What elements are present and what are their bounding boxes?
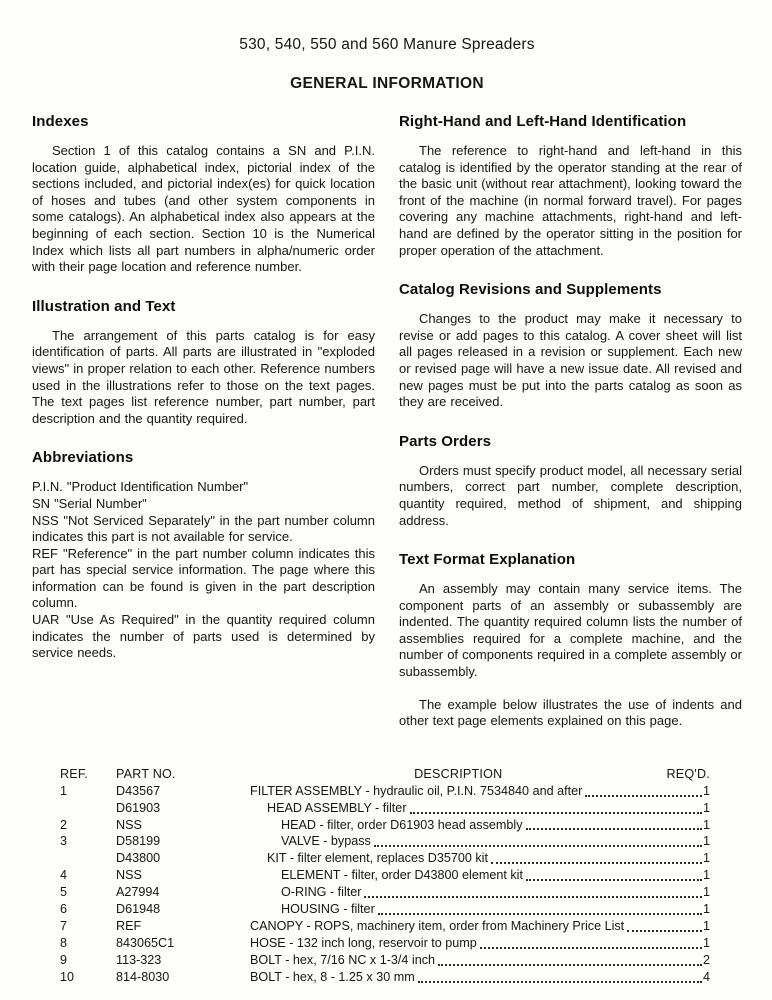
reqd-cell: 1	[702, 783, 710, 798]
part-no-cell: 113-323	[116, 952, 162, 967]
part-no-cell: REF	[116, 919, 142, 933]
reqd-cell: 1	[702, 817, 710, 832]
part-no-cell: 843065C1	[116, 935, 175, 950]
paragraph: An assembly may contain many service items. The component parts of an assembly or subassembly are indented. The quantity required column lists the number of assemblies required for a complete machine, and the number of components required in a complete assembly or subassembly.	[399, 581, 742, 680]
part-no-cell: D43800	[116, 851, 161, 866]
leader-dots	[526, 879, 702, 881]
paragraph: UAR "Use As Required" in the quantity required column indicates the number of parts used is determined by service needs.	[32, 612, 375, 661]
description-cell	[250, 918, 710, 935]
reqd-cell: 1	[702, 885, 710, 900]
section	[399, 433, 742, 529]
description-text: HEAD - filter, order D61903 head assembly	[281, 817, 523, 832]
part-no-cell: 814-8030	[116, 969, 170, 984]
reqd-cell: 1	[702, 800, 710, 815]
part-no-cell: D43567	[116, 783, 161, 798]
paragraph: The arrangement of this parts catalog is for easy identification of parts. All parts are illustrated in "exploded views" in proper relation to each other. Reference numbers used in the illustrations refer to those on the text pages. The text pages list reference number, part number, part description and the quantity required.	[32, 327, 375, 426]
header-ref: REF.	[60, 766, 89, 781]
left-column	[32, 113, 375, 678]
paragraph: P.I.N. "Product Identification Number"	[32, 479, 249, 495]
header-description-group	[250, 766, 710, 783]
table-body	[60, 783, 710, 986]
table-row	[60, 952, 710, 969]
table-row	[60, 867, 710, 884]
paragraph: Section 1 of this catalog contains a SN and P.I.N. location guide, alphabetical index, pictorial index of the sections included, and pictorial index(es) for quick location of hoses and tubes (and other system components in some catalogs). An alphabetical index also appears at the beginning of each section. Section 10 is the Numerical Index which lists all part numbers in alpha/numeric order with their page location and reference number.	[32, 143, 375, 275]
ref-cell: 9	[60, 952, 68, 967]
paragraph: SN "Serial Number"	[32, 495, 147, 511]
description-text: HEAD ASSEMBLY - filter	[267, 800, 407, 815]
description-text: KIT - filter element, replaces D35700 kit	[267, 851, 488, 866]
ref-cell: 8	[60, 935, 68, 950]
leader-dots	[627, 930, 702, 932]
section	[32, 113, 375, 276]
description-text: O-RING - filter	[281, 885, 362, 900]
section	[399, 551, 742, 730]
description-text: VALVE - bypass	[281, 834, 371, 849]
leader-dots	[438, 964, 702, 966]
leader-dots	[480, 947, 702, 949]
header-reqd: REQ'D.	[666, 766, 710, 781]
reqd-cell: 1	[702, 834, 710, 849]
ref-cell: 2	[60, 817, 68, 832]
ref-cell: 1	[60, 783, 68, 798]
header-part-no: PART NO.	[116, 766, 176, 781]
description-cell	[250, 800, 710, 817]
reqd-cell: 4	[702, 969, 710, 984]
description-cell	[250, 884, 710, 901]
table-row	[60, 935, 710, 952]
description-text: ELEMENT - filter, order D43800 element kit	[281, 868, 523, 883]
description-cell	[250, 952, 710, 969]
section	[32, 298, 375, 428]
description-text: BOLT - hex, 7/16 NC x 1-3/4 inch	[250, 952, 436, 967]
paragraph: The reference to right-hand and left-hand in this catalog is identified by the operator standing at the rear of the basic unit (without rear attachment), looking toward the front of the machine (in normal forward travel). For pages covering any machine attachments, right-hand and left-hand are defined by the operator sitting in the position for proper operation of the attachment.	[399, 143, 742, 258]
leader-dots	[378, 913, 702, 915]
paragraph: Orders must specify product model, all necessary serial numbers, correct part number, complete description, quantity required, method of shipment, and shipping address.	[399, 462, 742, 528]
ref-cell: 5	[60, 885, 68, 900]
section	[399, 113, 742, 259]
section-heading: Catalog Revisions and Supplements	[399, 281, 662, 299]
reqd-cell: 2	[702, 952, 710, 967]
page-subtitle: GENERAL INFORMATION	[290, 75, 484, 92]
table-row	[60, 884, 710, 901]
description-cell	[250, 969, 710, 986]
description-text: HOSE - 132 inch long, reservoir to pump	[250, 935, 477, 950]
leader-dots	[364, 896, 702, 898]
description-cell	[250, 867, 710, 884]
section-heading: Illustration and Text	[32, 297, 176, 315]
leader-dots	[491, 862, 702, 864]
description-cell	[250, 935, 710, 952]
reqd-cell: 1	[702, 851, 710, 866]
section-heading: Parts Orders	[399, 432, 492, 450]
description-cell	[250, 783, 710, 800]
description-text: FILTER ASSEMBLY - hydraulic oil, P.I.N. 7534840 and after	[250, 783, 583, 798]
section-heading: Indexes	[32, 113, 89, 130]
section	[399, 281, 742, 411]
header-description: DESCRIPTION	[414, 766, 503, 781]
description-cell	[250, 817, 710, 834]
paragraph: Changes to the product may make it necessary to revise or add pages to this catalog. A cover sheet will list all pages released in a revision or supplement. Each new or revised page will have a new issue date. All revised and new pages must be put into the parts catalog as soon as they are received.	[399, 311, 742, 410]
table-header-row	[60, 766, 710, 783]
description-cell	[250, 833, 710, 850]
table-row	[60, 850, 710, 867]
ref-cell: 4	[60, 868, 68, 883]
table-row	[60, 918, 710, 935]
reqd-cell: 1	[702, 868, 710, 883]
section-heading: Right-Hand and Left-Hand Identification	[399, 113, 687, 130]
part-no-cell: A27994	[116, 885, 160, 900]
leader-dots	[410, 812, 702, 814]
right-column	[399, 113, 742, 746]
page-title: 530, 540, 550 and 560 Manure Spreaders	[239, 36, 535, 53]
ref-cell: 3	[60, 834, 68, 849]
reqd-cell: 1	[702, 902, 710, 917]
table-row	[60, 783, 710, 800]
reqd-cell: 1	[702, 919, 710, 933]
table-row	[60, 800, 710, 817]
paragraph: The example below illustrates the use of indents and other text page elements explained on this page.	[399, 696, 742, 729]
ref-cell: 7	[60, 919, 68, 933]
leader-dots	[374, 845, 702, 847]
description-text: CANOPY - ROPS, machinery item, order from Machinery Price List	[250, 919, 625, 933]
part-no-cell: D58199	[116, 834, 161, 849]
ref-cell: 10	[60, 969, 75, 984]
leader-dots	[418, 981, 702, 983]
part-no-cell: D61903	[116, 800, 161, 815]
table-row	[60, 833, 710, 850]
paragraph: REF "Reference" in the part number column indicates this part has special service information. The page where this information can be found is given in the part description column.	[32, 545, 375, 611]
reqd-cell: 1	[702, 935, 710, 950]
leader-dots	[526, 828, 702, 830]
description-cell	[250, 901, 710, 918]
description-text: HOUSING - filter	[281, 902, 375, 917]
section	[32, 449, 375, 662]
description-cell	[250, 850, 710, 867]
table-row	[60, 901, 710, 918]
section-heading: Abbreviations	[32, 449, 134, 467]
description-text: BOLT - hex, 8 - 1.25 x 30 mm	[250, 969, 415, 984]
leader-dots	[585, 795, 702, 797]
paragraph: NSS "Not Serviced Separately" in the part number column indicates this part is not available for service.	[32, 512, 375, 545]
ref-cell: 6	[60, 902, 68, 917]
table-row	[60, 969, 710, 986]
section-heading: Text Format Explanation	[399, 551, 576, 569]
part-no-cell: NSS	[116, 868, 142, 883]
two-column-body	[32, 113, 742, 746]
part-no-cell: D61948	[116, 902, 161, 917]
parts-table	[60, 766, 710, 986]
part-no-cell: NSS	[116, 817, 142, 832]
table-row	[60, 817, 710, 834]
